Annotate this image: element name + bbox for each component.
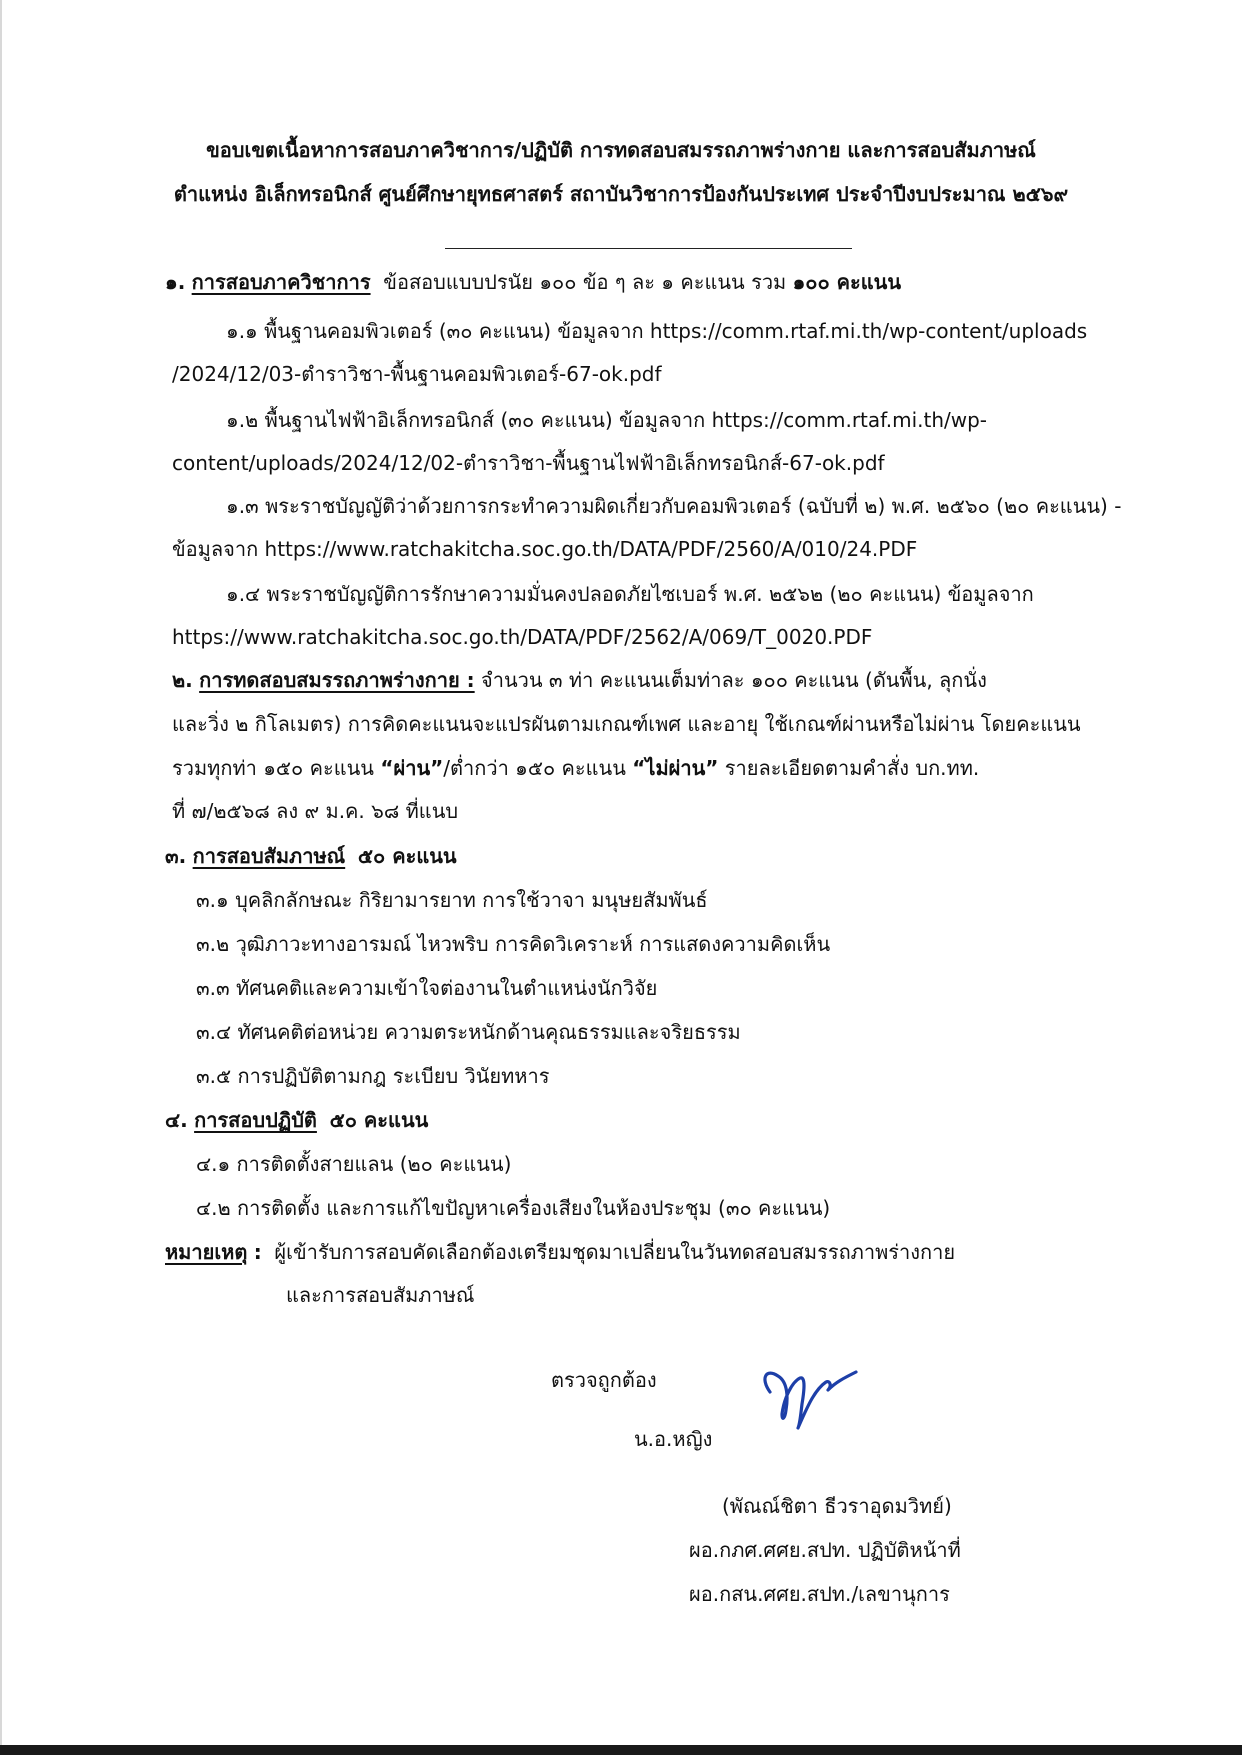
item-4-2: ๔.๒ การติดตั้ง และการแก้ไขปัญหาเครื่องเสียงในห้องประชุม (๓๐ คะแนน) [196, 1196, 831, 1220]
note-colon: : [253, 1240, 262, 1264]
note-line-2: และการสอบสัมภาษณ์ [286, 1283, 475, 1307]
item-1-2-line-1: ๑.๒ พื้นฐานไฟฟ้าอิเล็กทรอนิกส์ (๓๐ คะแนน) ข้อมูลจาก https://comm.rtaf.mi.th/wp- [226, 408, 988, 432]
scan-left-edge [0, 0, 2, 1755]
section-3-heading [165, 842, 457, 870]
item-3-4: ๓.๔ ทัศนคติต่อหน่วย ความตระหนักด้านคุณธรรมและจริยธรรม [196, 1020, 741, 1044]
section-1-title: การสอบภาควิชาการ [191, 270, 371, 294]
section-2-total-score: รวมทุกท่า ๑๕๐ คะแนน [172, 756, 374, 780]
item-1-4-line-2: https://www.ratchakitcha.soc.go.th/DATA/PDF/2562/A/069/T_0020.PDF [172, 625, 873, 649]
section-2-fail: “ไม่ผ่าน” [632, 756, 719, 780]
section-4-heading [165, 1106, 428, 1134]
section-2-text-1: จำนวน ๓ ท่า คะแนนเต็มท่าละ ๑๐๐ คะแนน (ดันพื้น, ลุกนั่ง [481, 668, 987, 692]
item-1-2-line-2: content/uploads/2024/12/02-ตำราวิชา-พื้นฐานไฟฟ้าอิเล็กทรอนิกส์-67-ok.pdf [172, 451, 885, 475]
handwritten-signature [752, 1352, 862, 1432]
item-3-1: ๓.๑ บุคลิกลักษณะ กิริยามารยาท การใช้วาจา มนุษยสัมพันธ์ [196, 888, 708, 912]
signer-name: (พัณณ์ชิตา ธีวราอุดมวิทย์) [722, 1494, 952, 1518]
item-1-1-line-1: ๑.๑ พื้นฐานคอมพิวเตอร์ (๓๐ คะแนน) ข้อมูลจาก https://comm.rtaf.mi.th/wp-content/uploads [226, 319, 1088, 343]
section-1-heading [165, 268, 901, 296]
section-4-title: การสอบปฏิบัติ [194, 1108, 317, 1132]
section-2-line-3 [172, 754, 979, 782]
section-4-number: ๔. [165, 1108, 188, 1132]
section-2-line-1 [172, 666, 987, 694]
section-3-title: การสอบสัมภาษณ์ [192, 844, 346, 868]
section-2-pass: “ผ่าน” [380, 756, 444, 780]
section-2-below: /ต่ำกว่า ๑๕๐ คะแนน [443, 756, 626, 780]
section-2-line-2: และวิ่ง ๒ กิโลเมตร) การคิดคะแนนจะแปรผันตามเกณฑ์เพศ และอายุ ใช้เกณฑ์ผ่านหรือไม่ผ่าน โดยคะแนน [172, 712, 1081, 736]
signer-position-1: ผอ.กภศ.ศศย.สปท. ปฏิบัติหน้าที่ [689, 1538, 961, 1562]
scan-bottom-edge [0, 1745, 1242, 1755]
note-line-1 [165, 1238, 955, 1266]
item-1-4-line-1: ๑.๔ พระราชบัญญัติการรักษาความมั่นคงปลอดภัยไซเบอร์ พ.ศ. ๒๕๖๒ (๒๐ คะแนน) ข้อมูลจาก [226, 582, 1034, 606]
item-4-1: ๔.๑ การติดตั้งสายแลน (๒๐ คะแนน) [196, 1152, 512, 1176]
item-3-5: ๓.๕ การปฏิบัติตามกฎ ระเบียบ วินัยทหาร [196, 1064, 550, 1088]
item-1-3-line-1: ๑.๓ พระราชบัญญัติว่าด้วยการกระทำความผิดเกี่ยวกับคอมพิวเตอร์ (ฉบับที่ ๒) พ.ศ. ๒๕๖๐ (๒๐ คะแนน) - [226, 494, 1122, 518]
section-2-number: ๒. [172, 668, 193, 692]
section-2-title: การทดสอบสมรรถภาพร่างกาย : [199, 668, 475, 692]
section-1-total: ๑๐๐ คะแนน [792, 270, 902, 294]
signer-position-2: ผอ.กสน.ศศย.สปท./เลขานุการ [689, 1582, 950, 1606]
item-3-3: ๓.๓ ทัศนคติและความเข้าใจต่องานในตำแหน่งนักวิจัย [196, 976, 658, 1000]
section-1-number: ๑. [165, 270, 186, 294]
header-line-2: ตำแหน่ง อิเล็กทรอนิกส์ ศูนย์ศึกษายุทธศาสตร์ สถาบันวิชาการป้องกันประเทศ ประจำปีงบประมาณ ๒๕๖๙ [173, 182, 1069, 206]
header-divider [445, 248, 852, 249]
section-4-score: ๕๐ คะแนน [329, 1108, 429, 1132]
signer-rank: น.อ.หญิง [634, 1427, 713, 1451]
verified-label: ตรวจถูกต้อง [551, 1368, 657, 1392]
note-label: หมายเหตุ [165, 1240, 248, 1264]
note-text-1: ผู้เข้ารับการสอบคัดเลือกต้องเตรียมชุดมาเปลี่ยนในวันทดสอบสมรรถภาพร่างกาย [274, 1240, 956, 1264]
item-1-1-line-2: /2024/12/03-ตำราวิชา-พื้นฐานคอมพิวเตอร์-67-ok.pdf [172, 362, 662, 386]
item-3-2: ๓.๒ วุฒิภาวะทางอารมณ์ ไหวพริบ การคิดวิเคราะห์ การแสดงความคิดเห็น [196, 932, 831, 956]
section-2-order-ref: รายละเอียดตามคำสั่ง บก.ทท. [724, 756, 980, 780]
section-1-description: ข้อสอบแบบปรนัย ๑๐๐ ข้อ ๆ ละ ๑ คะแนน รวม [383, 270, 787, 294]
header-line-1: ขอบเขตเนื้อหาการสอบภาควิชาการ/ปฏิบัติ การทดสอบสมรรถภาพร่างกาย และการสอบสัมภาษณ์ [206, 138, 1036, 162]
section-3-number: ๓. [165, 844, 187, 868]
section-2-line-4: ที่ ๗/๒๕๖๘ ลง ๙ ม.ค. ๖๘ ที่แนบ [172, 799, 459, 823]
section-3-score: ๕๐ คะแนน [357, 844, 457, 868]
item-1-3-line-2: ข้อมูลจาก https://www.ratchakitcha.soc.go.th/DATA/PDF/2560/A/010/24.PDF [172, 537, 918, 561]
